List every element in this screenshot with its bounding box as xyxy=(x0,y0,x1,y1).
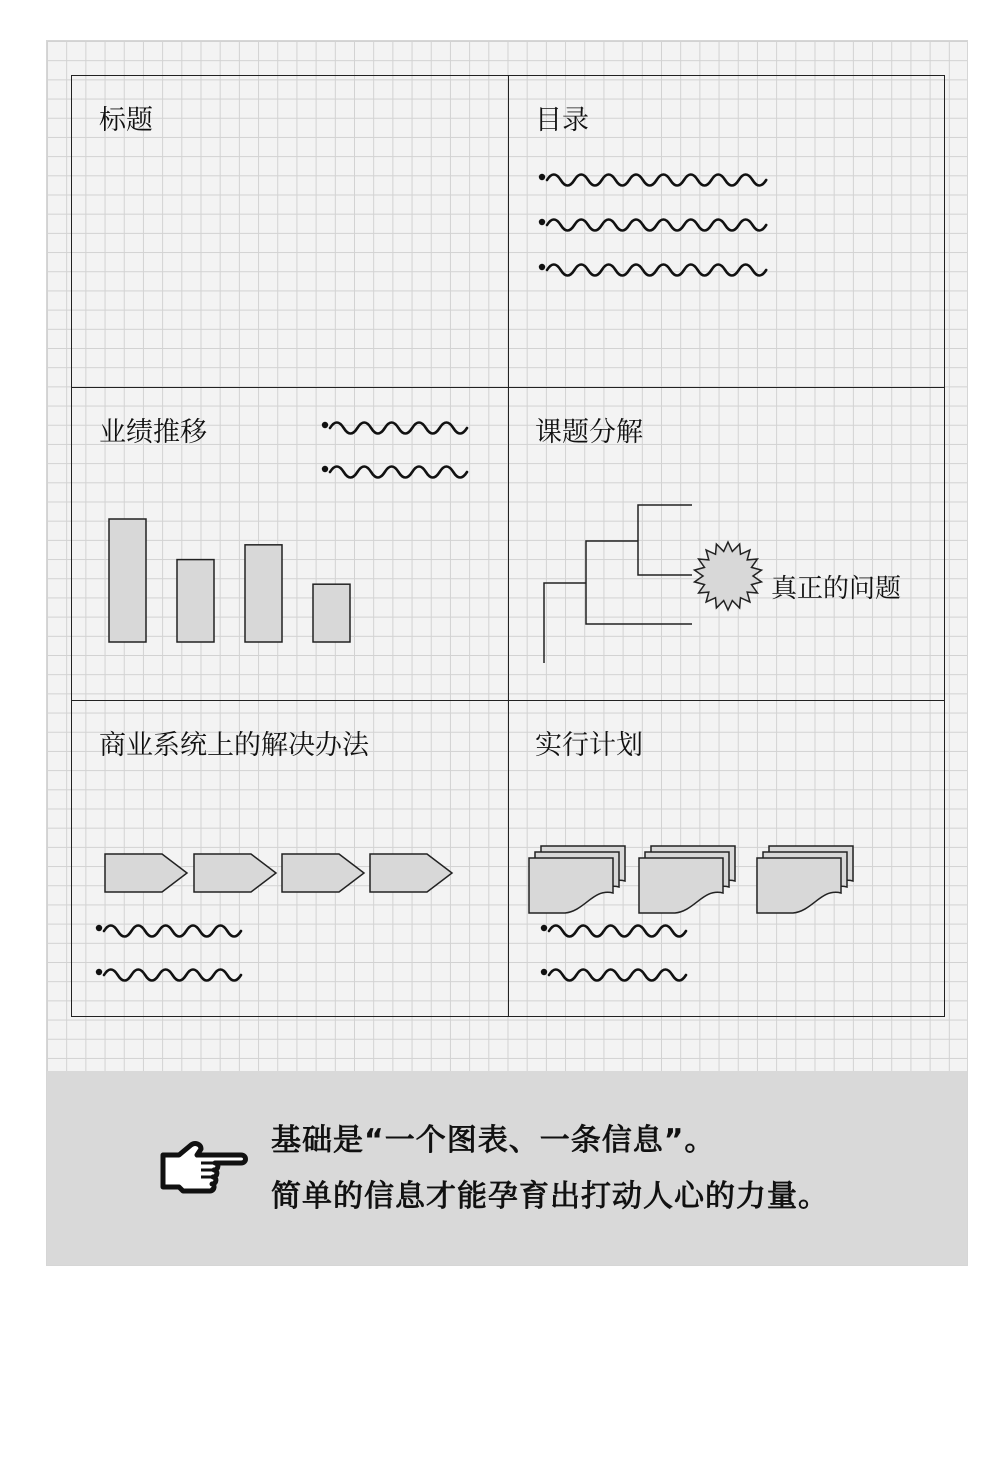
solution-bullet-2 xyxy=(96,969,241,981)
performance-bullet-2 xyxy=(322,466,467,478)
panel-title: 课题分解 xyxy=(535,417,643,448)
performance-bar-2 xyxy=(177,560,214,642)
panel-title: 业绩推移 xyxy=(99,417,207,448)
plan-bullet-2 xyxy=(541,969,686,981)
pointing-hand-icon xyxy=(157,1141,249,1197)
process-step-1 xyxy=(105,854,187,892)
problem-burst-icon xyxy=(695,542,762,610)
performance-bullet-1 xyxy=(322,422,467,434)
document-stack-2 xyxy=(639,846,735,913)
toc-bullets xyxy=(509,76,945,388)
problem-label: 真正的问题 xyxy=(771,574,902,604)
logic-tree xyxy=(509,388,945,701)
panel-issue-breakdown xyxy=(508,388,944,701)
business-system-graphic xyxy=(72,701,508,1016)
slide-template-grid xyxy=(71,75,945,1017)
action-plan-graphic xyxy=(509,701,945,1016)
plan-bullet-1 xyxy=(541,925,686,937)
panel-title-slide xyxy=(72,76,508,388)
page-frame xyxy=(46,40,968,1266)
panel-performance xyxy=(72,388,508,701)
tip-line-2: 简单的信息才能孕育出打动人心的力量。 xyxy=(271,1179,829,1214)
process-step-3 xyxy=(282,854,364,892)
panel-title: 标题 xyxy=(99,105,153,136)
tip-message xyxy=(271,1113,829,1225)
document-stack-3 xyxy=(757,846,853,913)
panel-title: 目录 xyxy=(535,105,589,136)
tree-branches xyxy=(544,505,692,663)
grid-paper xyxy=(47,41,967,1071)
performance-bar-3 xyxy=(245,545,282,642)
panel-business-solution xyxy=(72,701,508,1016)
tip-box xyxy=(47,1071,967,1265)
document-stack-1 xyxy=(529,846,625,913)
panel-toc xyxy=(508,76,944,388)
process-step-4 xyxy=(370,854,452,892)
solution-bullet-1 xyxy=(96,925,241,937)
panel-title: 商业系统上的解决办法 xyxy=(99,730,369,761)
performance-graphic xyxy=(72,388,508,701)
toc-bullet-1 xyxy=(539,174,766,186)
panel-title: 实行计划 xyxy=(535,730,643,761)
performance-bar-1 xyxy=(109,519,146,642)
toc-bullet-2 xyxy=(539,219,766,231)
tip-line-1: 基础是“一个图表、一条信息”。 xyxy=(271,1123,716,1158)
panel-action-plan xyxy=(508,701,944,1016)
performance-bar-4 xyxy=(313,584,350,642)
toc-bullet-3 xyxy=(539,264,766,276)
process-step-2 xyxy=(194,854,276,892)
performance-bars xyxy=(109,519,350,642)
